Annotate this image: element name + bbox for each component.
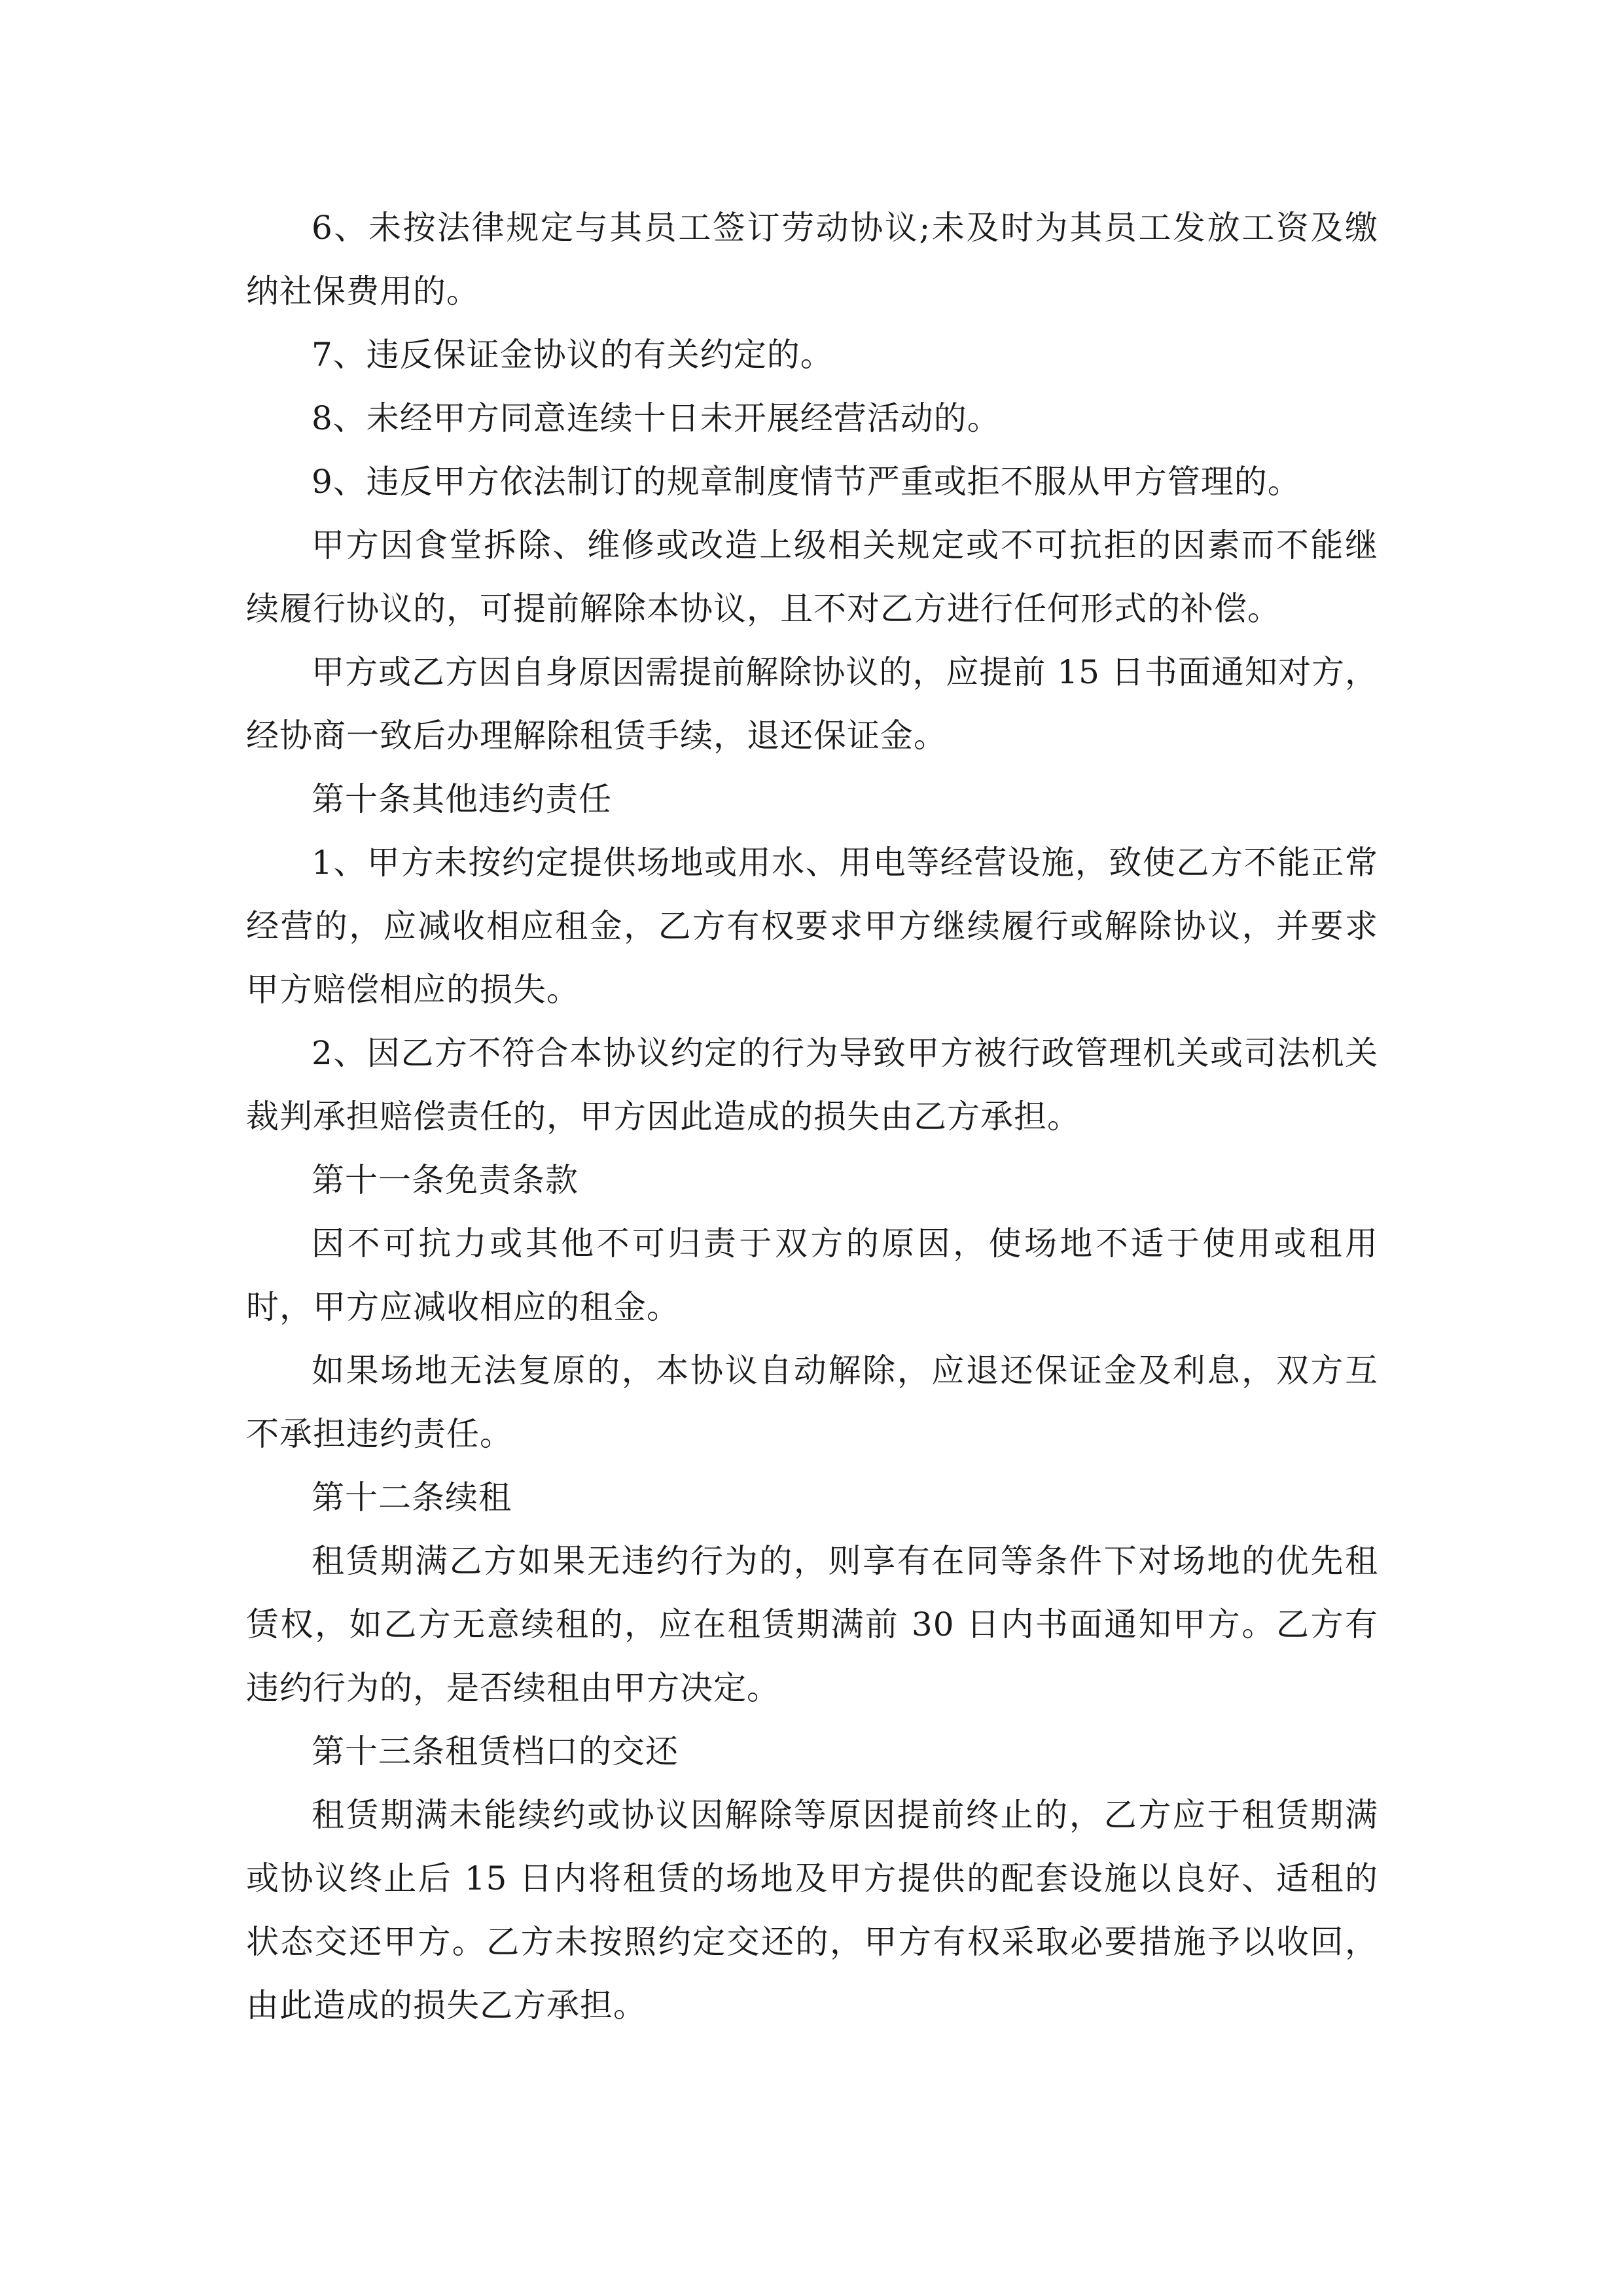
clause-item-9: 9、违反甲方依法制订的规章制度情节严重或拒不服从甲方管理的。	[312, 463, 1301, 501]
document-body	[246, 196, 1378, 2037]
article-12-heading: 第十二条续租	[312, 1479, 512, 1516]
article-10-item-2: 2、因乙方不符合本协议约定的行为导致甲方被行政管理机关或司法机关裁判承担赔偿责任的，甲方因此造成的损失由乙方承担。	[246, 1034, 1378, 1136]
article-11-paragraph-2: 如果场地无法复原的，本协议自动解除，应退还保证金及利息，双方互不承担违约责任。	[246, 1352, 1378, 1453]
article-11-paragraph-1: 因不可抗力或其他不可归责于双方的原因，使场地不适于使用或租用时，甲方应减收相应的租金。	[246, 1225, 1378, 1326]
article-10-item-1: 1、甲方未按约定提供场地或用水、用电等经营设施，致使乙方不能正常经营的，应减收相应租金，乙方有权要求甲方继续履行或解除协议，并要求甲方赔偿相应的损失。	[246, 844, 1378, 1009]
termination-paragraph-a: 甲方因食堂拆除、维修或改造上级相关规定或不可抗拒的因素而不能继续履行协议的，可提前解除本协议，且不对乙方进行任何形式的补偿。	[246, 526, 1378, 628]
clause-item-6: 6、未按法律规定与其员工签订劳动协议;未及时为其员工发放工资及缴纳社保费用的。	[246, 209, 1378, 310]
clause-item-8: 8、未经甲方同意连续十日未开展经营活动的。	[312, 399, 1001, 437]
article-12-paragraph: 租赁期满乙方如果无违约行为的，则享有在同等条件下对场地的优先租赁权，如乙方无意续租的，应在租赁期满前 30 日内书面通知甲方。乙方有违约行为的，是否续租由甲方决定。	[246, 1542, 1378, 1707]
clause-item-7: 7、违反保证金协议的有关约定的。	[312, 336, 834, 374]
termination-paragraph-b: 甲方或乙方因自身原因需提前解除协议的，应提前 15 日书面通知对方，经协商一致后办理解除租赁手续，退还保证金。	[246, 653, 1378, 755]
article-10-heading: 第十条其他违约责任	[312, 780, 612, 818]
article-13-paragraph: 租赁期满未能续约或协议因解除等原因提前终止的，乙方应于租赁期满或协议终止后 15 日内将租赁的场地及甲方提供的配套设施以良好、适租的状态交还甲方。乙方未按照约定交还的，甲方有权采取必要措施予以收回，由此造成的损失乙方承担。	[246, 1796, 1378, 2024]
article-11-heading: 第十一条免责条款	[312, 1161, 579, 1199]
article-13-heading: 第十三条租赁档口的交还	[312, 1732, 679, 1770]
